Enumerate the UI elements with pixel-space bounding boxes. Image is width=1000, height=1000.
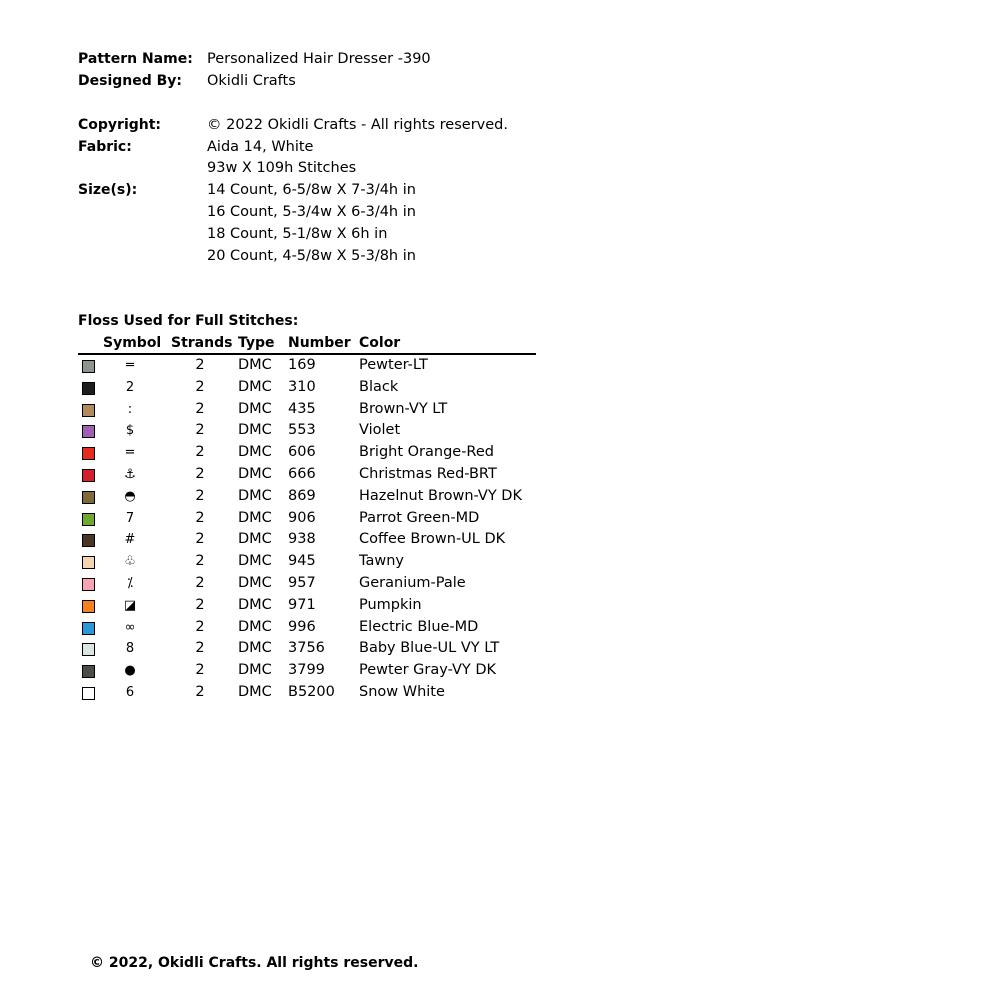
floss-color-name: Geranium-Pale bbox=[359, 574, 466, 591]
floss-symbol: ⁒ bbox=[127, 575, 133, 591]
copyright: © 2022 Okidli Crafts - All rights reserved. bbox=[207, 117, 508, 133]
floss-number: 553 bbox=[288, 422, 316, 439]
floss-type: DMC bbox=[238, 487, 272, 504]
floss-number: 3756 bbox=[288, 640, 325, 657]
fabric-label: Fabric: bbox=[78, 139, 132, 155]
floss-number: 666 bbox=[288, 465, 316, 482]
floss-number: 957 bbox=[288, 574, 316, 591]
size-20-count: 20 Count, 4-5/8w X 5-3/8h in bbox=[207, 248, 416, 264]
floss-strands: 2 bbox=[195, 444, 205, 461]
floss-symbol: ⚓ bbox=[124, 466, 136, 482]
floss-number: 945 bbox=[288, 553, 316, 570]
floss-number: 169 bbox=[288, 357, 316, 373]
floss-type: DMC bbox=[238, 618, 272, 635]
floss-strands: 2 bbox=[195, 378, 205, 395]
floss-strands: 2 bbox=[195, 487, 205, 504]
header-color: Color bbox=[359, 335, 401, 351]
floss-color-name: Brown-VY LT bbox=[359, 400, 448, 417]
color-swatch bbox=[82, 687, 95, 700]
floss-strands: 2 bbox=[195, 465, 205, 482]
floss-table bbox=[78, 355, 536, 704]
floss-symbol: ◓ bbox=[124, 488, 136, 504]
floss-type: DMC bbox=[238, 662, 272, 679]
floss-symbol: # bbox=[124, 532, 136, 548]
header-symbol: Symbol bbox=[103, 335, 162, 351]
floss-color-name: Tawny bbox=[359, 553, 404, 570]
floss-strands: 2 bbox=[195, 574, 205, 591]
size-18-count: 18 Count, 5-1/8w X 6h in bbox=[207, 226, 388, 242]
floss-row bbox=[78, 355, 536, 377]
floss-number: 606 bbox=[288, 444, 316, 461]
floss-row bbox=[78, 638, 536, 660]
floss-strands: 2 bbox=[195, 422, 205, 439]
floss-color-name: Pewter-LT bbox=[359, 357, 428, 373]
floss-symbol: ♧ bbox=[124, 554, 136, 570]
floss-color-name: Snow White bbox=[359, 683, 445, 700]
floss-strands: 2 bbox=[195, 509, 205, 526]
floss-symbol: ● bbox=[124, 663, 136, 679]
floss-symbol: 6 bbox=[125, 684, 135, 700]
floss-number: 938 bbox=[288, 531, 316, 548]
color-swatch bbox=[82, 425, 95, 438]
floss-symbol: = bbox=[124, 445, 136, 461]
floss-color-name: Pumpkin bbox=[359, 596, 422, 613]
floss-strands: 2 bbox=[195, 357, 205, 373]
floss-strands: 2 bbox=[195, 596, 205, 613]
color-swatch bbox=[82, 600, 95, 613]
floss-strands: 2 bbox=[195, 662, 205, 679]
floss-color-name: Baby Blue-UL VY LT bbox=[359, 640, 500, 657]
floss-row bbox=[78, 399, 536, 421]
floss-type: DMC bbox=[238, 596, 272, 613]
floss-type: DMC bbox=[238, 400, 272, 417]
floss-color-name: Bright Orange-Red bbox=[359, 444, 494, 461]
color-swatch bbox=[82, 447, 95, 460]
floss-color-name: Coffee Brown-UL DK bbox=[359, 531, 506, 548]
floss-type: DMC bbox=[238, 465, 272, 482]
floss-color-name: Pewter Gray-VY DK bbox=[359, 662, 497, 679]
floss-table-header bbox=[78, 334, 536, 355]
floss-number: B5200 bbox=[288, 683, 335, 700]
color-swatch bbox=[82, 469, 95, 482]
floss-row bbox=[78, 595, 536, 617]
color-swatch bbox=[82, 643, 95, 656]
floss-row bbox=[78, 464, 536, 486]
pattern-name-label: Pattern Name: bbox=[78, 51, 193, 67]
color-swatch bbox=[82, 665, 95, 678]
floss-strands: 2 bbox=[195, 683, 205, 700]
size-14-count: 14 Count, 6-5/8w X 7-3/4h in bbox=[207, 182, 416, 198]
color-swatch bbox=[82, 556, 95, 569]
color-swatch bbox=[82, 578, 95, 591]
floss-type: DMC bbox=[238, 444, 272, 461]
sizes-label: Size(s): bbox=[78, 182, 138, 198]
pattern-name: Personalized Hair Dresser -390 bbox=[207, 51, 431, 67]
header-type: Type bbox=[238, 335, 275, 351]
floss-strands: 2 bbox=[195, 531, 205, 548]
color-swatch bbox=[82, 382, 95, 395]
floss-symbol: ═ bbox=[126, 358, 134, 373]
size-16-count: 16 Count, 5-3/4w X 6-3/4h in bbox=[207, 204, 416, 220]
floss-symbol: ◪ bbox=[123, 597, 137, 613]
floss-strands: 2 bbox=[195, 553, 205, 570]
floss-symbol: $ bbox=[125, 423, 135, 439]
floss-row bbox=[78, 486, 536, 508]
floss-row bbox=[78, 420, 536, 442]
floss-color-name: Christmas Red-BRT bbox=[359, 465, 497, 482]
floss-type: DMC bbox=[238, 531, 272, 548]
floss-type: DMC bbox=[238, 574, 272, 591]
floss-row bbox=[78, 508, 536, 530]
floss-symbol: 7 bbox=[125, 510, 135, 526]
floss-color-name: Black bbox=[359, 378, 399, 395]
floss-strands: 2 bbox=[195, 640, 205, 657]
floss-number: 3799 bbox=[288, 662, 325, 679]
color-swatch bbox=[82, 513, 95, 526]
color-swatch bbox=[82, 622, 95, 635]
floss-row bbox=[78, 660, 536, 682]
floss-row bbox=[78, 617, 536, 639]
fabric: Aida 14, White bbox=[207, 139, 314, 155]
floss-color-name: Electric Blue-MD bbox=[359, 618, 479, 635]
floss-color-name: Parrot Green-MD bbox=[359, 509, 480, 526]
designed-by-label: Designed By: bbox=[78, 73, 183, 89]
floss-color-name: Hazelnut Brown-VY DK bbox=[359, 487, 522, 504]
color-swatch bbox=[82, 491, 95, 504]
floss-type: DMC bbox=[238, 509, 272, 526]
color-swatch bbox=[82, 360, 95, 373]
floss-number: 906 bbox=[288, 509, 316, 526]
floss-row bbox=[78, 682, 536, 704]
floss-type: DMC bbox=[238, 422, 272, 439]
floss-number: 869 bbox=[288, 487, 316, 504]
floss-row bbox=[78, 442, 536, 464]
floss-symbol: ∞ bbox=[124, 619, 136, 635]
floss-type: DMC bbox=[238, 357, 272, 373]
floss-color-name: Violet bbox=[359, 422, 401, 439]
floss-type: DMC bbox=[238, 640, 272, 657]
floss-symbol: 2 bbox=[125, 379, 135, 395]
floss-heading: Floss Used for Full Stitches: bbox=[78, 313, 299, 329]
header-number: Number bbox=[288, 335, 351, 351]
floss-strands: 2 bbox=[195, 618, 205, 635]
floss-row bbox=[78, 529, 536, 551]
floss-symbol: : bbox=[127, 401, 133, 417]
floss-row bbox=[78, 551, 536, 573]
floss-symbol: 8 bbox=[125, 641, 135, 657]
floss-number: 971 bbox=[288, 596, 316, 613]
floss-number: 996 bbox=[288, 618, 316, 635]
footer-copyright: © 2022, Okidli Crafts. All rights reserved. bbox=[90, 955, 419, 971]
header-strands: Strands bbox=[171, 335, 233, 351]
floss-row bbox=[78, 573, 536, 595]
copyright-label: Copyright: bbox=[78, 117, 162, 133]
floss-type: DMC bbox=[238, 553, 272, 570]
floss-number: 310 bbox=[288, 378, 316, 395]
designed-by: Okidli Crafts bbox=[207, 73, 296, 89]
floss-type: DMC bbox=[238, 378, 272, 395]
color-swatch bbox=[82, 534, 95, 547]
floss-row bbox=[78, 377, 536, 399]
color-swatch bbox=[82, 404, 95, 417]
floss-number: 435 bbox=[288, 400, 316, 417]
stitch-count: 93w X 109h Stitches bbox=[207, 160, 357, 176]
floss-type: DMC bbox=[238, 683, 272, 700]
floss-strands: 2 bbox=[195, 400, 205, 417]
